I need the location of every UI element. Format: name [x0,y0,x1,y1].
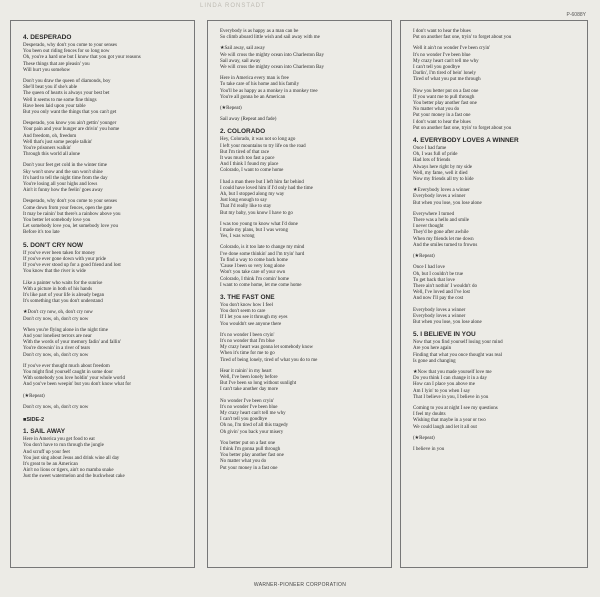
lyric-line: You better put on a fast one [220,440,276,446]
lyric-line: Oh, I was full of pride [413,152,458,158]
lyric-line: But my baby, you know I have to go [220,210,293,216]
lyric-stanza [413,212,581,249]
song-title: 5. DON'T CRY NOW [23,241,84,249]
lyric-stanza [413,89,581,132]
lyric-line: If I let you see it through my eyes [220,315,288,321]
lyric-line: You don't seem to care [220,309,266,315]
lyric-line: Yes, I was wrong [220,234,255,240]
lyric-stanza [220,245,385,288]
lyric-stanza [23,43,188,74]
lyric-line: I've done some thinkin' and I'm tryin' hard [220,251,305,257]
lyric-line: There ain't nothin' I wouldn't do [413,283,477,289]
lyric-line: Ah, but I stopped along my way [220,192,285,198]
lyric-line: It was much too fast a pace [220,156,275,162]
lyric-line: You're drownin' in a river of tears [23,346,91,352]
lyric-line: But when you lose, you lose alone [413,200,482,206]
lyric-line: You been out riding fences for so long now [23,49,110,55]
lyric-line: You wouldn't see anyone there [220,321,282,327]
lyric-line: When my friends let me down [413,236,474,242]
lyric-line: But you only want the things that you can't get [23,110,117,116]
lyric-line: Coming to you at night I see my questions [413,405,498,411]
lyric-line: Come down from your fences, open the gate [23,205,112,211]
lyric-line: If you've ever thought much about freedom [23,363,110,369]
lyric-stanza [220,29,385,41]
lyric-line: That I believe in you, I believe in you [413,394,489,400]
lyric-line: I never thought [413,224,444,230]
lyric-line: With the words of your memory fadin' and fallin' [23,340,121,346]
lyric-line: Finding that what you once thought was real [413,352,503,358]
lyric-line: I was too young to know what I'd done [220,221,298,227]
lyric-line: Desperado, you know you ain't gettin' younger [23,121,117,127]
lyric-line: You just sing about Jesus and drink wine all day [23,455,120,461]
lyric-line: When it's time for me to go [220,351,275,357]
lyric-line: Sail away, sail away [220,58,261,64]
lyric-line: You're losing all your highs and lows [23,182,98,188]
lyric-line: And your loneliest terrors are near [23,333,92,339]
lyric-line: I want to come home, let me come home [220,282,302,288]
lyric-line: Like a painter who waits for the sunrise [23,280,103,286]
lyric-line: Everybody loves a winner [413,194,466,200]
lyric-line: You're prisoners walkin' [23,146,72,152]
lyric-line: It's no wonder that I'm blue [220,338,275,344]
lyric-line: Once I had love [413,265,445,271]
lyric-line: Don't cry now, oh, don't cry now [23,316,89,322]
lyric-line: Just the sweet watermelon and the buckwheat cake [23,474,125,480]
side-label: ■SIDE-2 [23,416,45,423]
lyrics-column-2 [207,20,392,568]
lyric-line: My crazy heart can't tell me why [413,58,479,64]
lyric-line: Darlin', I'm tired of bein' lonely [413,71,476,77]
lyric-line: Desperado, why don't you come to your senses [23,43,117,48]
lyric-line: No matter what you do [413,107,460,113]
lyric-line: No wonder I've been cryin' [220,398,275,404]
lyric-line: (★Repeat) [413,254,435,260]
lyric-line: I had a man there but I left him far behind [220,179,304,185]
lyric-line: Oh no, I'm tired of all this tragedy [220,423,289,429]
lyric-line: Always here right by my side [413,164,473,170]
lyric-stanza [23,328,188,359]
lyric-line: Colorado, I want to come home [220,168,284,174]
lyric-line: ★Everybody loves a winner [413,188,470,194]
song-title: 5. I BELIEVE IN YOU [413,331,476,339]
lyrics-column-1 [10,20,195,568]
lyric-line: My crazy heart was gonna let somebody know [220,345,314,351]
lyric-line: Colorado, I think I'm comin' home [220,276,290,282]
lyric-stanza [23,199,188,236]
lyric-line: My crazy heart can't tell me why [220,410,286,416]
lyric-line: And you've been weepin' but you don't know what for [23,382,132,388]
lyric-line: Do you think I can change it in a day [413,376,488,382]
lyric-line: Well, I've been lonely before [220,374,278,380]
lyric-line: Now you better put on a fast one [413,88,479,94]
lyric-line: Your pain and your hunger are drivin' you home [23,127,120,133]
lyric-line: Had lots of friends [413,158,451,164]
lyric-stanza [220,117,385,123]
lyric-line: Ain't it funny how the feelin' goes away [23,188,103,194]
lyric-line: Don't cry now, oh, don't cry now [23,352,89,358]
lyric-line: You know that the river is wide [23,269,86,275]
lyric-line: Well it seems to me some fine things [23,97,97,103]
lyric-line: Put your money in a fast one [220,465,278,471]
lyric-line: Here in America every man is free [220,76,289,82]
lyric-line: I can't tell you goodbye [413,65,460,71]
lyric-line: You might find yourself caught in some door [23,369,113,375]
lyric-stanza [413,370,581,401]
lyric-stanza [220,180,385,217]
lyric-line: (★Repeat) [413,435,435,441]
lyric-stanza [23,251,188,276]
lyric-line: 'Cause I been so very long alone [220,264,285,270]
lyric-line: If you've ever been taken for money [23,250,96,256]
lyric-line: Well, my fame, well it died [413,170,468,176]
lyric-line: When you're flying alone in the night time [23,327,108,333]
lyric-line: It's no wonder I've been blue [413,52,471,58]
lyric-line: Ain't no lions or tigers, ain't no mamba snake [23,468,114,474]
lyric-line: Through this world all alone [23,152,80,158]
lyric-stanza [220,399,385,436]
lyric-line: ★Don't cry now, oh, don't cry now [23,310,93,316]
lyric-stanza [413,265,581,302]
lyric-stanza [413,29,581,41]
lyric-line: And freedom, oh, freedom [23,133,77,139]
lyric-line: You don't know how I feel [220,302,274,308]
lyric-line: Are you here again [413,346,452,352]
lyric-line: Tired of being lonely, tired of what you do to me [220,357,318,363]
lyric-line: I can't tell you goodbye [220,417,267,423]
lyric-line: You're all gonna be an American [220,94,286,100]
lyric-line: Oh, but I couldn't be true [413,271,464,277]
lyric-stanza [413,447,581,453]
lyric-line: Don't your feet get cold in the winter time [23,163,107,169]
lyric-line: Now my friends all try to hide [413,177,474,183]
lyric-line: How can I place you above me [413,382,475,388]
lyric-line: Wishing that maybe in a year or two [413,418,486,424]
lyric-line: Colorado, is it too late to change my mind [220,245,305,251]
lyric-line: Now that you find yourself losing your mind [413,340,503,346]
lyric-line: Don't you draw the queen of diamonds, boy [23,79,111,85]
lyric-line: If you've ever gone down with your pride [23,256,106,262]
lyric-line: You better play another fast one [220,453,284,459]
lyric-stanza [413,308,581,327]
lyric-line: Am I lyin' to you when I say [413,388,471,394]
lyric-line: And now I'll pay the cost [413,296,464,302]
song-title: 1. SAIL AWAY [23,428,66,436]
lyric-line: And the smiles turned to frowns [413,242,478,248]
lyric-line: And scruff up your feet [23,449,70,455]
lyric-line: It's something that you don't understand [23,299,103,305]
lyric-line: And I think I found my place [220,162,279,168]
lyric-stanza [23,394,188,400]
lyric-line: Won't you take care of your own [220,270,286,276]
lyric-stanza [23,79,188,116]
lyric-stanza [220,76,385,101]
lyric-line: With a picture in both of his hands [23,286,93,292]
lyric-line: You don't have to run through the jungle [23,443,104,449]
lyric-stanza [413,188,581,207]
lyric-line: Sail away (Repeat and fade) [220,117,277,123]
lyric-line: I left your mountains to try life on the road [220,143,306,149]
lyric-line: You better play another fast one [413,101,477,107]
catalog-number: P-6088Y [566,12,586,18]
lyric-line: Just long enough to say [220,198,267,204]
lyric-stanza [220,369,385,394]
song-title: 3. THE FAST ONE [220,293,275,301]
lyric-stanza [413,46,581,83]
lyric-line: It's no wonder I've been blue [220,404,278,410]
lyric-stanza [23,364,188,389]
lyric-stanza [23,405,188,411]
publisher-footer: WARNER-PIONEER CORPORATION [253,582,347,588]
lyric-line: We will cross the mighty ocean into Charleston Bay [220,65,325,71]
lyric-line: We could laugh and let it all out [413,424,477,430]
lyric-line: But I've been so long without sunlight [220,381,297,387]
lyric-stanza [23,121,188,158]
lyric-line: Hear it rainin' in my heart [220,368,272,374]
lyric-line: Sky won't snow and the sun won't shine [23,169,103,175]
lyric-line: Before it's too late [23,230,60,236]
lyric-line: Oh givin' you back your misery [220,429,284,435]
lyric-line: We will cross the mighty ocean into Charleston Bay [220,52,325,58]
song-title: 4. EVERYBODY LOVES A WINNER [413,137,519,145]
lyric-line: There was a hello and smile [413,218,469,224]
lyric-line: To take care of his home and his family [220,82,300,88]
lyric-line: She'll beat you if she's able [23,85,78,91]
lyric-stanza [413,436,581,442]
lyric-line: Put your money in a fast one [413,113,471,119]
lyric-line: Once I had fame [413,146,447,152]
lyric-stanza [23,437,188,480]
lyric-line: That I'd really like to stay [220,204,272,210]
lyric-line: Well that's just some people talkin' [23,139,93,145]
lyric-line: To get back that love [413,277,455,283]
lyric-line: It's great to be an American [23,461,78,467]
lyric-line: I feel my doubts [413,412,446,418]
lyric-stanza [220,46,385,71]
lyric-line: I made my plans, but I was wrong [220,228,289,234]
lyric-stanza [220,222,385,241]
lyric-line: You'll be as happy as a monkey in a monkey tree [220,88,318,94]
lyric-stanza [413,146,581,183]
lyric-line: They'd be gone after awhile [413,230,469,236]
lyric-line: Don't cry now, oh, don't cry now [23,404,89,410]
lyric-line: It's no wonder I been cryin' [220,332,275,338]
lyric-line: It's like part of your life is already began [23,292,105,298]
lyric-stanza [220,441,385,472]
lyric-line: Is gone and changing [413,358,456,364]
lyric-line: Everybody loves a winner [413,307,466,313]
lyric-line: I don't want to hear the blues [413,29,471,34]
song-title: 4. DESPERADO [23,34,72,41]
lyric-line: It may be rainin' but there's a rainbow above you [23,211,121,217]
lyric-line: So climb aboard little wish and sail away with me [220,35,320,41]
lyric-line: I believe in you [413,446,445,452]
lyric-line: ★Sail away, sail away [220,46,265,52]
artist-watermark: LINDA RONSTADT [200,3,266,9]
lyric-line: Have been laid upon your table [23,103,86,109]
lyric-line: I don't want to hear the blues [413,119,471,125]
lyric-stanza [413,340,581,365]
lyric-stanza [23,310,188,322]
lyric-line: Everybody is as happy as a man can be [220,29,299,34]
lyric-line: Oh, you're a hard one but I know that you got your reasons [23,55,141,61]
lyric-stanza [23,281,188,306]
lyric-line: ★Now that you made yourself love me [413,369,492,375]
lyric-stanza [220,137,385,174]
lyric-line: Desperado, why don't you come to your senses [23,199,117,205]
lyric-stanza [220,303,385,328]
song-title: 2. COLORADO [220,128,266,136]
lyric-line: These things that are pleasin' you [23,61,90,67]
lyric-line: You better let somebody love you [23,218,91,224]
lyric-line: Will hurt you somehow [23,67,71,73]
lyric-line: It's hard to tell the night time from the day [23,175,108,181]
lyric-line: Everywhere I turned [413,211,455,217]
lyric-line: I could have loved him if I'd only had the time [220,185,313,191]
lyric-line: (★Repeat) [23,393,45,399]
lyrics-column-3 [400,20,588,568]
lyric-line: With somebody you love holdin' your whole world [23,376,125,382]
lyric-line: I can't take another day more [220,387,278,393]
lyric-line: Here in America you get food to eat [23,437,95,443]
lyric-stanza [23,163,188,194]
lyric-line: To find a way to come back home [220,257,288,263]
lyric-stanza [220,106,385,112]
lyric-line: Tired of what you put me through [413,77,481,83]
lyric-line: Put on another fast one, tryin' to forget about you [413,35,512,41]
lyric-line: If you want me to pull through [413,94,475,100]
lyric-line: But when you lose, you lose alone [413,319,482,325]
lyric-line: I think I'm gonna pull through [220,446,281,452]
lyric-stanza [220,333,385,364]
lyric-line: Put on another fast one, tryin' to forget about you [413,125,512,131]
lyric-line: Well it ain't no wonder I've been cryin' [413,46,491,52]
lyric-line: But I'm tired of that race [220,149,270,155]
lyric-line: Hey, Colorado, it was not so long ago [220,137,296,143]
lyric-line: (★Repeat) [220,106,242,112]
lyric-line: Let somebody love you, let somebody love you [23,224,118,230]
lyric-line: The queen of hearts is always your best bet [23,91,110,97]
lyric-line: Everybody loves a winner [413,313,466,319]
lyric-line: If you've ever stood up for a good friend and lost [23,263,121,269]
lyric-stanza [413,406,581,431]
lyric-line: Well, I've loved and I've lost [413,290,470,296]
lyric-line: No matter what you do [220,459,267,465]
lyric-stanza [413,254,581,260]
